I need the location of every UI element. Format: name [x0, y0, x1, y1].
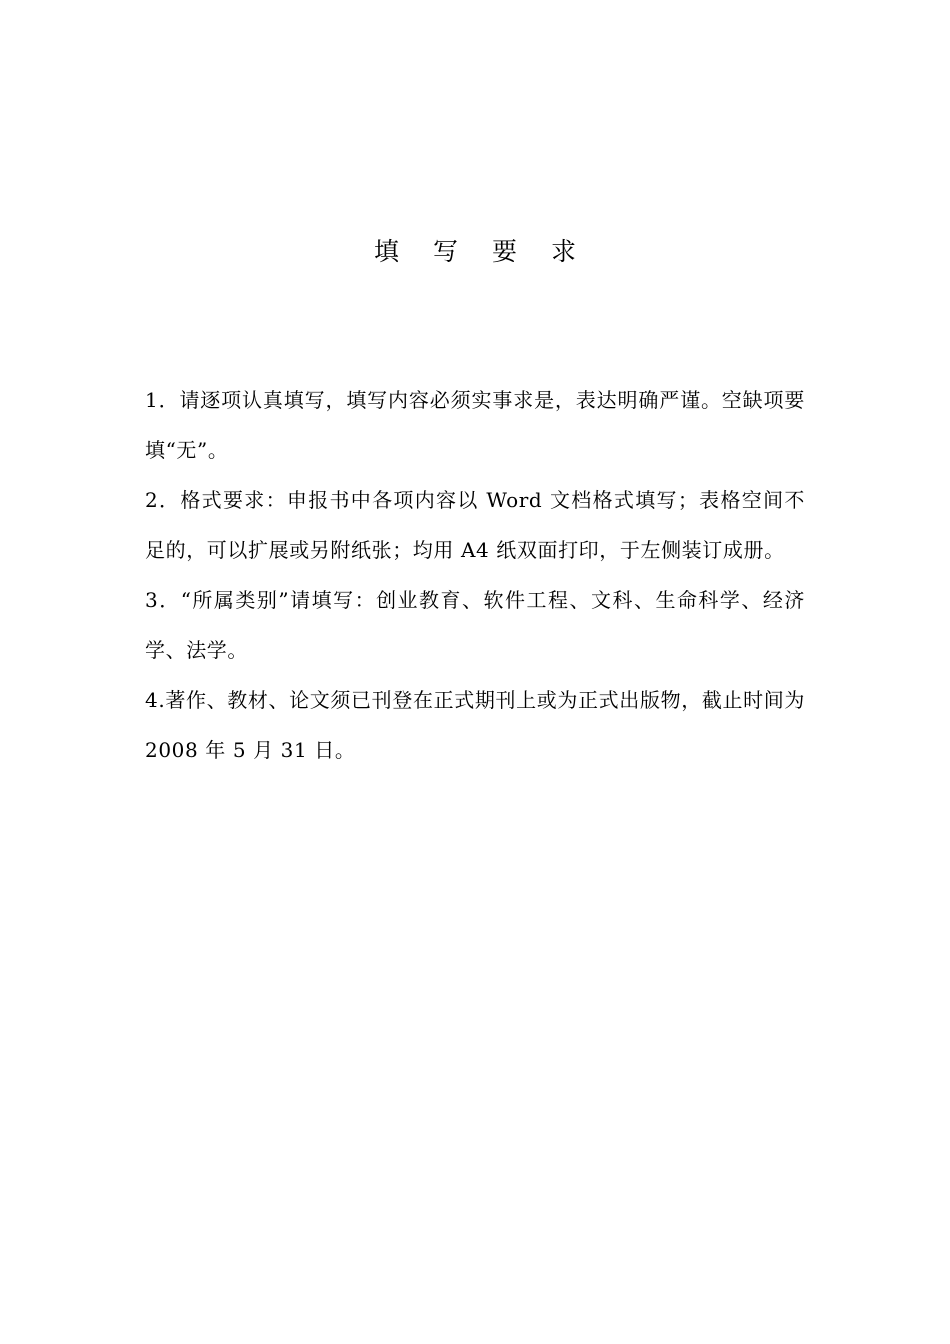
- requirement-item-3: 3．“所属类别”请填写：创业教育、软件工程、文科、生命科学、经济学、法学。: [145, 588, 805, 662]
- requirement-item-4: 4.著作、教材、论文须已刊登在正式期刊上或为正式出版物，截止时间为 2008 年 5 月 31 日。: [145, 688, 805, 762]
- page-title: 填写要求: [373, 237, 610, 266]
- requirement-item-1: 1．请逐项认真填写，填写内容必须实事求是，表达明确严谨。空缺项要填“无”。: [145, 388, 805, 462]
- requirements-list: [145, 375, 805, 775]
- requirement-item-2: 2．格式要求：申报书中各项内容以 Word 文档格式填写；表格空间不足的，可以扩展或另附纸张；均用 A4 纸双面打印，于左侧装订成册。: [145, 488, 805, 562]
